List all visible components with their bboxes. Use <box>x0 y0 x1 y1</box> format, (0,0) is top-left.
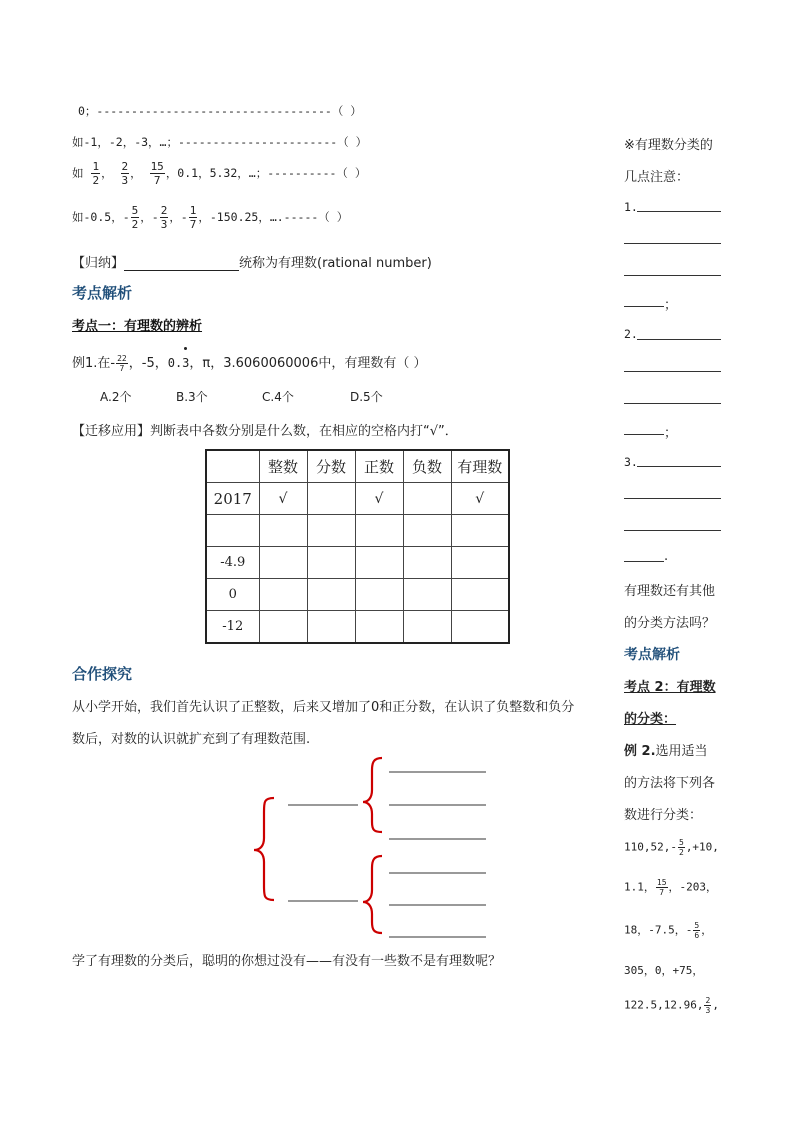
row-label: -12 <box>206 611 259 644</box>
sidebar-note-subtitle: 几点注意： <box>624 170 690 185</box>
table-cell[interactable] <box>451 515 509 547</box>
note-number: 1. <box>624 200 638 214</box>
table-row <box>206 547 509 579</box>
fraction: $\frac{15}{7}$ <box>656 878 667 897</box>
table-cell[interactable] <box>451 547 509 579</box>
table-cell[interactable] <box>307 515 355 547</box>
transfer-instruction: 【迁移应用】判断表中各数分别是什么数，在相应的空格内打“√”． <box>72 424 458 439</box>
section-heading: 考点解析 <box>72 284 133 302</box>
example2-label: 例 2. <box>624 744 656 759</box>
closing-question: 学了有理数的分类后，聪明的你想过没有——有没有一些数不是有理数呢？ <box>72 954 502 969</box>
line-negative-fractions: 如-0.5，- $\frac{5}{2}$ ，- $\frac{2}{3}$ ，- $\frac{1}{7}$ ，-150.25，….-----（ ） <box>72 204 349 231</box>
line-zero: 0；----------------------------------（ ） <box>78 104 362 118</box>
table-row <box>206 579 509 611</box>
table-cell[interactable]: √ <box>355 483 403 515</box>
classification-brace-diagram <box>250 750 500 945</box>
line-negative-integers: 如-1，-2，-3，…；-----------------------（ ） <box>72 135 368 149</box>
table-cell[interactable] <box>403 611 451 644</box>
row-label: 0 <box>206 579 259 611</box>
answer-blank[interactable] <box>624 498 721 499</box>
repeating-decimal: 0.3 <box>168 356 190 370</box>
answer-blank[interactable] <box>624 530 721 531</box>
option-c[interactable]: C.4个 <box>262 390 294 404</box>
fraction: $\frac{2}{3}$ <box>121 160 129 187</box>
note-number: 2. <box>624 327 638 341</box>
prefix-text: 如 <box>72 166 84 180</box>
answer-blank[interactable] <box>637 339 721 340</box>
table-row <box>206 611 509 644</box>
option-d[interactable]: D.5个 <box>350 390 383 404</box>
table-header: 正数 <box>355 450 403 483</box>
table-header: 分数 <box>307 450 355 483</box>
row-label: -4.9 <box>206 547 259 579</box>
fraction: $\frac{5}{6}$ <box>694 921 700 940</box>
rest-text: ，-150.25，….-----（ ） <box>198 210 349 224</box>
data-line-3: 18，-7.5，- $\frac{5}{6}$ ， <box>624 921 713 940</box>
example1-rest: ，π，3.6060060006中，有理数有（ ） <box>189 356 427 371</box>
cooperate-line2: 数后，对数的认识就扩充到了有理数范围. <box>72 732 311 747</box>
data-line-5: 122.5,12.96, $\frac{2}{3}$ , <box>624 996 719 1015</box>
example1-middle: ，-5， <box>128 356 168 371</box>
table-cell[interactable] <box>355 547 403 579</box>
prefix-text: 如-0.5，- <box>72 210 130 224</box>
section-subtitle: 考点一：有理数的辨析 <box>72 319 203 334</box>
answer-blank[interactable] <box>624 275 721 276</box>
table-header <box>206 450 259 483</box>
answer-blank[interactable] <box>624 561 664 562</box>
example1-options <box>100 388 383 405</box>
table-cell[interactable] <box>355 515 403 547</box>
data-line-1: 110,52,- $\frac{5}{2}$ ,+10, <box>624 838 719 857</box>
answer-blank[interactable] <box>637 211 721 212</box>
answer-blank[interactable] <box>624 403 721 404</box>
table-header: 整数 <box>259 450 307 483</box>
table-cell[interactable] <box>259 579 307 611</box>
table-cell[interactable] <box>259 515 307 547</box>
table-row <box>206 515 509 547</box>
fraction: $\frac{22}{7}$ <box>117 354 127 373</box>
table-cell[interactable] <box>307 547 355 579</box>
answer-blank[interactable] <box>624 371 721 372</box>
example2-text: 选用适当 <box>655 744 708 759</box>
sidebar-subtitle-2: 的分类： <box>624 712 677 727</box>
table-cell[interactable] <box>259 547 307 579</box>
fraction: $\frac{1}{7}$ <box>189 204 197 231</box>
repeat-dot <box>184 347 187 350</box>
outer-brace <box>254 798 274 900</box>
fraction: $\frac{5}{2}$ <box>131 204 139 231</box>
table-cell[interactable]: √ <box>259 483 307 515</box>
fraction: $\frac{2}{3}$ <box>705 996 711 1015</box>
example2-line3: 数进行分类： <box>624 808 703 823</box>
table-cell[interactable] <box>403 547 451 579</box>
table-cell[interactable] <box>403 483 451 515</box>
classification-table <box>205 449 510 644</box>
option-a[interactable]: A.2个 <box>100 390 132 404</box>
sidebar-subtitle-1: 考点 2：有理数 <box>624 680 716 695</box>
period: . <box>664 549 669 564</box>
table-cell[interactable] <box>403 515 451 547</box>
example1-prefix: 例1.在- <box>72 356 116 371</box>
answer-blank[interactable] <box>624 243 721 244</box>
rest-text: ，0.1，5.32，…；----------（ ） <box>165 166 367 180</box>
fraction: $\frac{15}{7}$ <box>150 160 164 187</box>
table-cell[interactable]: √ <box>451 483 509 515</box>
sidebar-note-title: ※有理数分类的 <box>624 138 713 153</box>
fraction: $\frac{5}{2}$ <box>678 838 684 857</box>
table-cell[interactable] <box>307 483 355 515</box>
table-cell[interactable] <box>355 611 403 644</box>
option-b[interactable]: B.3个 <box>176 390 208 404</box>
cooperate-heading: 合作探究 <box>72 665 133 683</box>
table-header: 有理数 <box>451 450 509 483</box>
table-cell[interactable] <box>451 579 509 611</box>
table-cell[interactable] <box>451 611 509 644</box>
table-row <box>206 483 509 515</box>
data-line-2: 1.1， $\frac{15}{7}$ ，-203， <box>624 878 718 897</box>
example2-line2: 的方法将下列各 <box>624 776 716 791</box>
table-cell[interactable] <box>307 611 355 644</box>
semicolon: ； <box>664 426 678 441</box>
upper-brace <box>363 758 382 832</box>
example2-line1 <box>624 740 708 759</box>
table-cell[interactable] <box>403 579 451 611</box>
summary-label: 【归纳】 <box>72 256 125 271</box>
answer-blank[interactable] <box>124 270 239 271</box>
sidebar-question-1: 有理数还有其他 <box>624 584 716 599</box>
row-label <box>206 515 259 547</box>
cooperate-line1: 从小学开始，我们首先认识了正整数，后来又增加了0和正分数，在认识了负整数和负分 <box>72 700 575 715</box>
line-positive-fractions: 如 $\frac{1}{2}$ ， $\frac{2}{3}$ ， $\frac{15}{7}$ ，0.1，5.32，…；----------（ ） <box>72 160 367 187</box>
table-cell[interactable] <box>259 611 307 644</box>
table-cell[interactable] <box>355 579 403 611</box>
semicolon: ； <box>664 298 678 313</box>
answer-blank[interactable] <box>637 466 721 467</box>
row-label: 2017 <box>206 483 259 515</box>
summary-text: 统称为有理数(rational number) <box>239 256 432 271</box>
fraction: $\frac{2}{3}$ <box>160 204 168 231</box>
sidebar-question-2: 的分类方法吗？ <box>624 616 716 631</box>
table-cell[interactable] <box>307 579 355 611</box>
example1-question <box>72 352 426 373</box>
summary-line <box>72 252 432 271</box>
answer-blank[interactable] <box>624 434 664 435</box>
fraction: $\frac{1}{2}$ <box>92 160 100 187</box>
data-line-4: 305，0，+75， <box>624 964 704 977</box>
answer-blank[interactable] <box>624 306 664 307</box>
sidebar-heading: 考点解析 <box>624 647 680 663</box>
note-number: 3. <box>624 455 638 469</box>
table-header: 负数 <box>403 450 451 483</box>
lower-brace <box>363 856 382 933</box>
